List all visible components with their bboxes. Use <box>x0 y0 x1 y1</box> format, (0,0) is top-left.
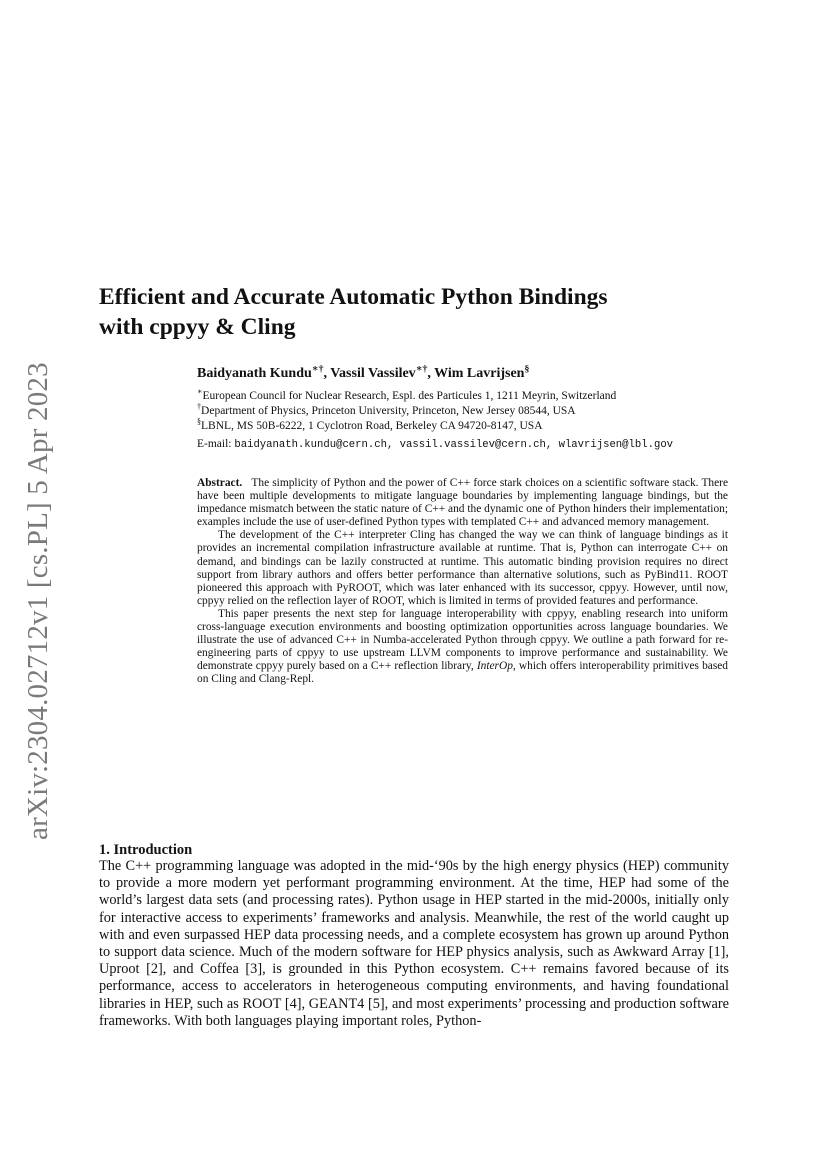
abstract-label: Abstract. <box>197 477 243 489</box>
email-addresses[interactable]: baidyanath.kundu@cern.ch, vassil.vassilev@cern.ch, wlavrijsen@lbl.gov <box>234 439 674 451</box>
author-list <box>197 363 530 382</box>
author-name: Baidyanath Kundu <box>197 366 312 381</box>
abstract-text: , which offers interoperability primitives based on Cling and Clang-Repl. <box>197 660 729 686</box>
affiliation-mark: ∗ <box>197 387 203 397</box>
author-separator: , <box>427 366 435 381</box>
affiliation <box>197 404 757 419</box>
paper-title <box>99 282 739 342</box>
abstract <box>197 477 728 687</box>
title-line-1: Efficient and Accurate Automatic Python Bindings <box>99 284 608 310</box>
email-label: E-mail: <box>197 438 235 450</box>
affiliation <box>197 419 757 434</box>
affiliation-mark: § <box>197 417 202 427</box>
section-body: The C++ programming language was adopted in the mid-‘90s by the high energy physics (HEP) community to provide a more modern yet performant programming environment. At the time, HEP had some of the world’s largest data sets (and processing rates). Python usage in HEP started in the mid-2000s, initially only for interactive access to experiments’ frameworks and analysis. Meanwhile, the rest of the world caught up with and even surpassed HEP data processing needs, and a complete ecosystem has grown up around Python to support data science. Much of the modern software for HEP physics analysis, such as Awkward Array [1], Uproot [2], and Coffea [3], is grounded in this Python ecosystem. C++ remains favored because of its performance, access to accelerators in heterogeneous computing environments, and having foundational libraries in HEP, such as ROOT [4], GEANT4 [5], and most experiments’ processing and production software frameworks. With both languages playing important roles, Python- <box>99 858 729 1029</box>
abstract-paragraph: The development of the C++ interpreter Cling has changed the way we can think of language bindings as it provides an incremental compilation infrastructure available at runtime. That is, Python can interrogate C++ on demand, and bindings can be lazily constructed at runtime. This automatic binding provision requires no direct support from library authors and offers better performance than alternative solutions, such as PyBind11. ROOT pioneered this approach with PyROOT, which was later enhanced with its successor, cppyy. However, until now, cppyy relied on the reflection layer of ROOT, which is limited in terms of provided features and performance. <box>197 529 728 607</box>
author-marks: ∗† <box>311 363 324 375</box>
abstract-italic-term: InterOp <box>476 660 513 673</box>
abstract-paragraph <box>197 608 728 687</box>
affiliation-text: Department of Physics, Princeton University, Princeton, New Jersey 08544, USA <box>201 405 576 417</box>
abstract-text: The simplicity of Python and the power of C++ force stark choices on a scientific software stack. There have been multiple developments to mitigate language boundaries by implementing language bindings, but the impedance mismatch between the static nature of C++ and the dynamic one of Python hinders their implementation; examples include the use of user-defined Python types with templated C++ and advanced memory management. <box>197 477 728 529</box>
author-name: Wim Lavrijsen <box>434 366 525 381</box>
abstract-paragraph <box>197 477 728 529</box>
section-heading: 1. Introduction <box>99 842 193 858</box>
author-marks: ∗† <box>415 363 428 375</box>
affiliation <box>197 389 757 404</box>
affiliation-text: LBNL, MS 50B-6222, 1 Cyclotron Road, Berkeley CA 94720-8147, USA <box>201 420 543 432</box>
abstract-text: This paper presents the next step for language interoperability with cppyy, enabling research into uniform cross-language execution environments and boosting optimization opportunities across language boundaries. We illustrate the use of advanced C++ in Numba-accelerated Python through cppyy. We outline a path forward for re-engineering parts of cppyy to use upstream LLVM components to improve performance and sustainability. We demonstrate cppyy purely based on a C++ reflection library, <box>197 607 728 673</box>
title-line-2: with cppyy & Cling <box>99 314 296 340</box>
arxiv-identifier: arXiv:2304.02712v1 [cs.PL] 5 Apr 2023 <box>22 362 54 840</box>
author-marks: § <box>524 363 530 375</box>
email-line <box>197 438 757 451</box>
affiliation-mark: † <box>197 402 202 412</box>
author-separator: , <box>323 366 331 381</box>
affiliation-text: European Council for Nuclear Research, Espl. des Particules 1, 1211 Meyrin, Switzerland <box>202 390 617 402</box>
author-name: Vassil Vassilev <box>330 366 416 381</box>
